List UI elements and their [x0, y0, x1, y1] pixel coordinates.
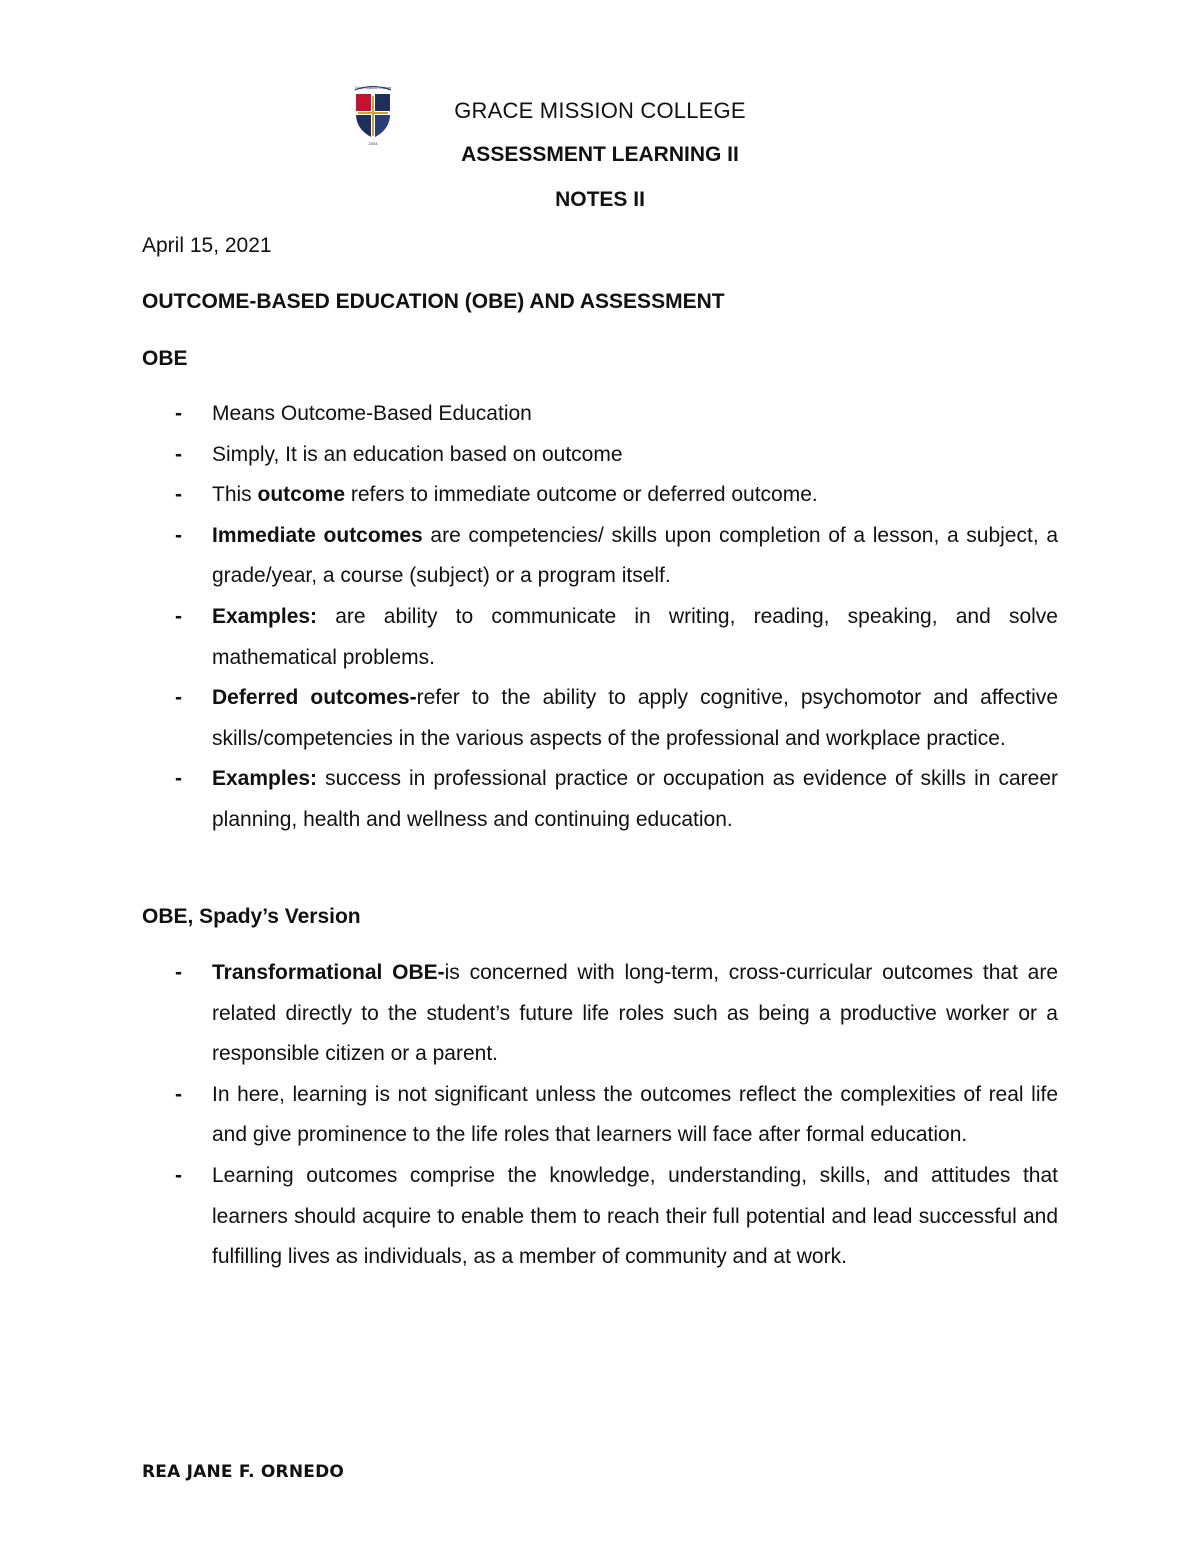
notes-title: NOTES II: [555, 188, 645, 211]
list-item: - Examples: success in professional practice or occupation as evidence of skills in career planning, health and wellness and continuing education.: [175, 767, 1058, 831]
list-item: - This outcome refers to immediate outcome or deferred outcome.: [175, 483, 818, 507]
list-item: - Deferred outcomes-refer to the ability to apply cognitive, psychomotor and affective skills/competencies in the various aspects of the professional and workplace practice.: [175, 686, 1058, 750]
footer-author: REA JANE F. ORNEDO: [142, 1462, 345, 1482]
list-item: - Learning outcomes comprise the knowledge, understanding, skills, and attitudes that learners should acquire to enable them to reach their full potential and lead successful and fulfilling lives as individuals, as a member of community and at work.: [175, 1163, 1058, 1269]
document-date: April 15, 2021: [142, 234, 272, 257]
svg-text:2004: 2004: [368, 141, 378, 146]
svg-text:Grace Mission College: Grace Mission College: [354, 86, 392, 90]
spady-list: [142, 953, 1058, 1278]
course-title: ASSESSMENT LEARNING II: [461, 143, 739, 166]
list-item: - Transformational OBE-is concerned with long-term, cross-curricular outcomes that are related directly to the student’s future life roles such as being a productive worker or a responsible citizen or a parent.: [175, 961, 1059, 1066]
obe-heading: OBE: [142, 347, 188, 370]
college-name: GRACE MISSION COLLEGE: [454, 98, 746, 123]
obe-list: [142, 394, 1058, 841]
list-item: - Means Outcome-Based Education: [175, 402, 532, 425]
list-item: - Examples: are ability to communicate in writing, reading, speaking, and solve mathematical problems.: [175, 604, 1058, 669]
main-heading: OUTCOME-BASED EDUCATION (OBE) AND ASSESSMENT: [142, 290, 725, 313]
list-item: - Immediate outcomes are competencies/ skills upon completion of a lesson, a subject, a grade/year, a course (subject) or a program itself.: [175, 523, 1058, 588]
list-item: - In here, learning is not significant unless the outcomes reflect the complexities of real life and give prominence to the life roles that learners will face after formal education.: [175, 1082, 1058, 1147]
spady-heading: OBE, Spady’s Version: [142, 905, 361, 928]
list-item: - Simply, It is an education based on outcome: [175, 442, 623, 466]
